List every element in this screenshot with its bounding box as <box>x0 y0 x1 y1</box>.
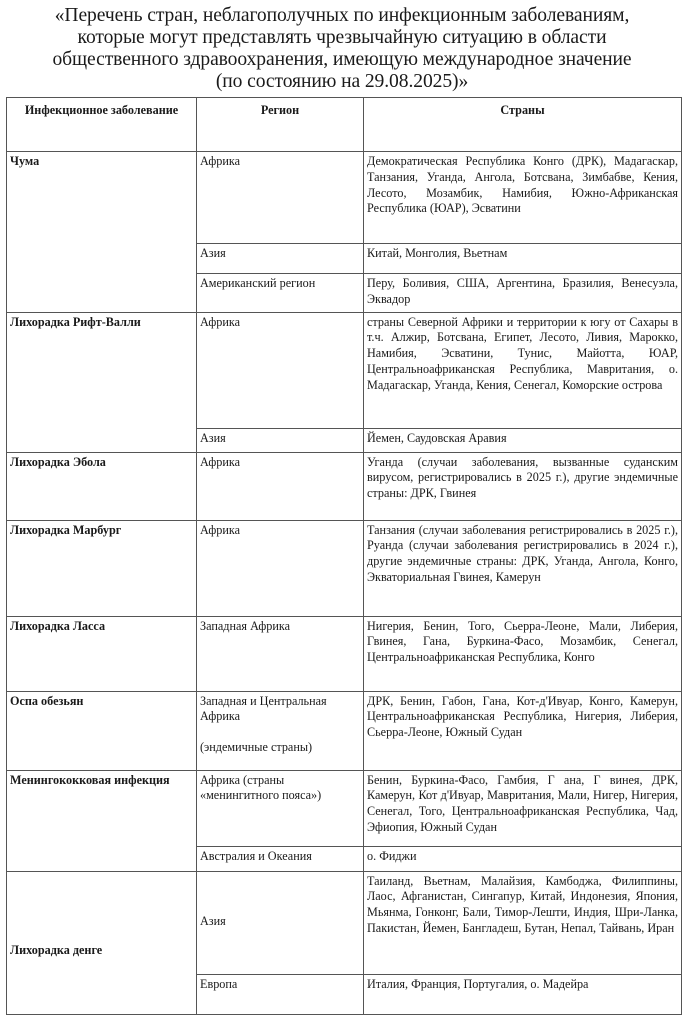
disease-cell: Оспа обезьян <box>7 691 197 770</box>
table-header-row <box>7 98 682 152</box>
table-row <box>7 770 682 846</box>
region-cell <box>197 691 364 770</box>
table-row <box>7 691 682 770</box>
region-cell: Австралия и Океания <box>197 846 364 871</box>
region-cell: Африка (страны «менингитного пояса») <box>197 770 364 846</box>
region-label: Западная и Центральная Африка <box>200 693 327 724</box>
region-cell: Азия <box>197 244 364 274</box>
disease-cell <box>7 871 197 1014</box>
header-region: Регион <box>197 98 364 152</box>
countries-cell: ДРК, Бенин, Габон, Гана, Кот-д'Ивуар, Конго, Камерун, Центральноафриканская Республика, Нигерия, Либерия, Сьерра-Леоне, Южный Судан <box>364 691 682 770</box>
header-countries: Страны <box>364 98 682 152</box>
region-cell: Западная Африка <box>197 616 364 691</box>
countries-cell: Италия, Франция, Португалия, о. Мадейра <box>364 974 682 1014</box>
countries-cell: о. Фиджи <box>364 846 682 871</box>
countries-cell: Демократическая Республика Конго (ДРК), Мадагаскар, Танзания, Уганда, Ангола, Ботсвана, Зимбабве, Кения, Лесото, Мозамбик, Намибия, Южно-Африканская Республика (ЮАР), Эсватини <box>364 152 682 244</box>
title-line: «Перечень стран, неблагополучных по инфекционным заболеваниям, <box>54 5 630 26</box>
region-label: Азия <box>200 913 226 928</box>
region-cell: Азия <box>197 428 364 452</box>
title-line: которые могут представлять чрезвычайную ситуацию в области <box>77 27 607 48</box>
title-line: (по состоянию на 29.08.2025)» <box>215 71 469 92</box>
table-row <box>7 152 682 244</box>
table-row <box>7 312 682 428</box>
table-row <box>7 616 682 691</box>
region-cell: Африка <box>197 152 364 244</box>
table-row <box>7 871 682 974</box>
countries-cell: Таиланд, Вьетнам, Малайзия, Камбоджа, Филиппины, Лаос, Афганистан, Сингапур, Китай, Индонезия, Япония, Мьянма, Гонконг, Бали, Тимор-Лешти, Индия, Шри-Ланка, Пакистан, Йемен, Бангладеш, Бутан, Непал, Тайвань, Иран <box>364 871 682 974</box>
disease-cell: Лихорадка Марбург <box>7 520 197 616</box>
region-cell: Американский регион <box>197 274 364 313</box>
region-note: (эндемичные страны) <box>200 740 313 755</box>
disease-cell: Чума <box>7 152 197 313</box>
region-cell: Африка <box>197 520 364 616</box>
region-cell: Африка <box>197 312 364 428</box>
region-cell: Европа <box>197 974 364 1014</box>
countries-cell: Йемен, Саудовская Аравия <box>364 428 682 452</box>
table-row <box>7 452 682 520</box>
countries-cell: Китай, Монголия, Вьетнам <box>364 244 682 274</box>
disease-cell: Менингококковая инфекция <box>7 770 197 871</box>
disease-cell: Лихорадка Ласса <box>7 616 197 691</box>
title-line: общественного здравоохранения, имеющую международное значение <box>52 49 632 70</box>
disease-countries-table <box>6 97 682 1015</box>
disease-name: Лихорадка денге <box>10 942 103 957</box>
region-cell <box>197 871 364 974</box>
region-cell: Африка <box>197 452 364 520</box>
countries-cell: Нигерия, Бенин, Того, Сьерра-Леоне, Мали, Либерия, Гвинея, Гана, Буркина-Фасо, Мозамбик, Сенегал, Центральноафриканская Республика, Конго <box>364 616 682 691</box>
disease-cell: Лихорадка Эбола <box>7 452 197 520</box>
countries-cell: Бенин, Буркина-Фасо, Гамбия, Г ана, Г винея, ДРК, Камерун, Кот д'Ивуар, Мавритания, Мали, Нигер, Нигерия, Сенегал, Того, Центральноафриканская Республика, Чад, Эфиопия, Южный Судан <box>364 770 682 846</box>
countries-cell: страны Северной Африки и территории к югу от Сахары в т.ч. Алжир, Ботсвана, Египет, Лесото, Ливия, Марокко, Намибия, Эсватини, Тунис, Майотта, ЮАР, Центральноафриканская Республика, Мавритания, о. Мадагаскар, Уганда, Кения, Сенегал, Коморские острова <box>364 312 682 428</box>
table-row <box>7 520 682 616</box>
disease-cell: Лихорадка Рифт-Валли <box>7 312 197 452</box>
countries-cell: Перу, Боливия, США, Аргентина, Бразилия, Венесуэла, Эквадор <box>364 274 682 313</box>
countries-cell: Уганда (случаи заболевания, вызванные суданским вирусом, регистрировались в 2025 г.), другие эндемичные страны: ДРК, Гвинея <box>364 452 682 520</box>
document-title <box>0 5 684 93</box>
header-disease: Инфекционное заболевание <box>7 98 197 152</box>
countries-cell: Танзания (случаи заболевания регистрировались в 2025 г.), Руанда (случаи заболевания регистрировались в 2024 г.), другие эндемичные страны: ДРК, Уганда, Ангола, Конго, Экваториальная Гвинея, Камерун <box>364 520 682 616</box>
